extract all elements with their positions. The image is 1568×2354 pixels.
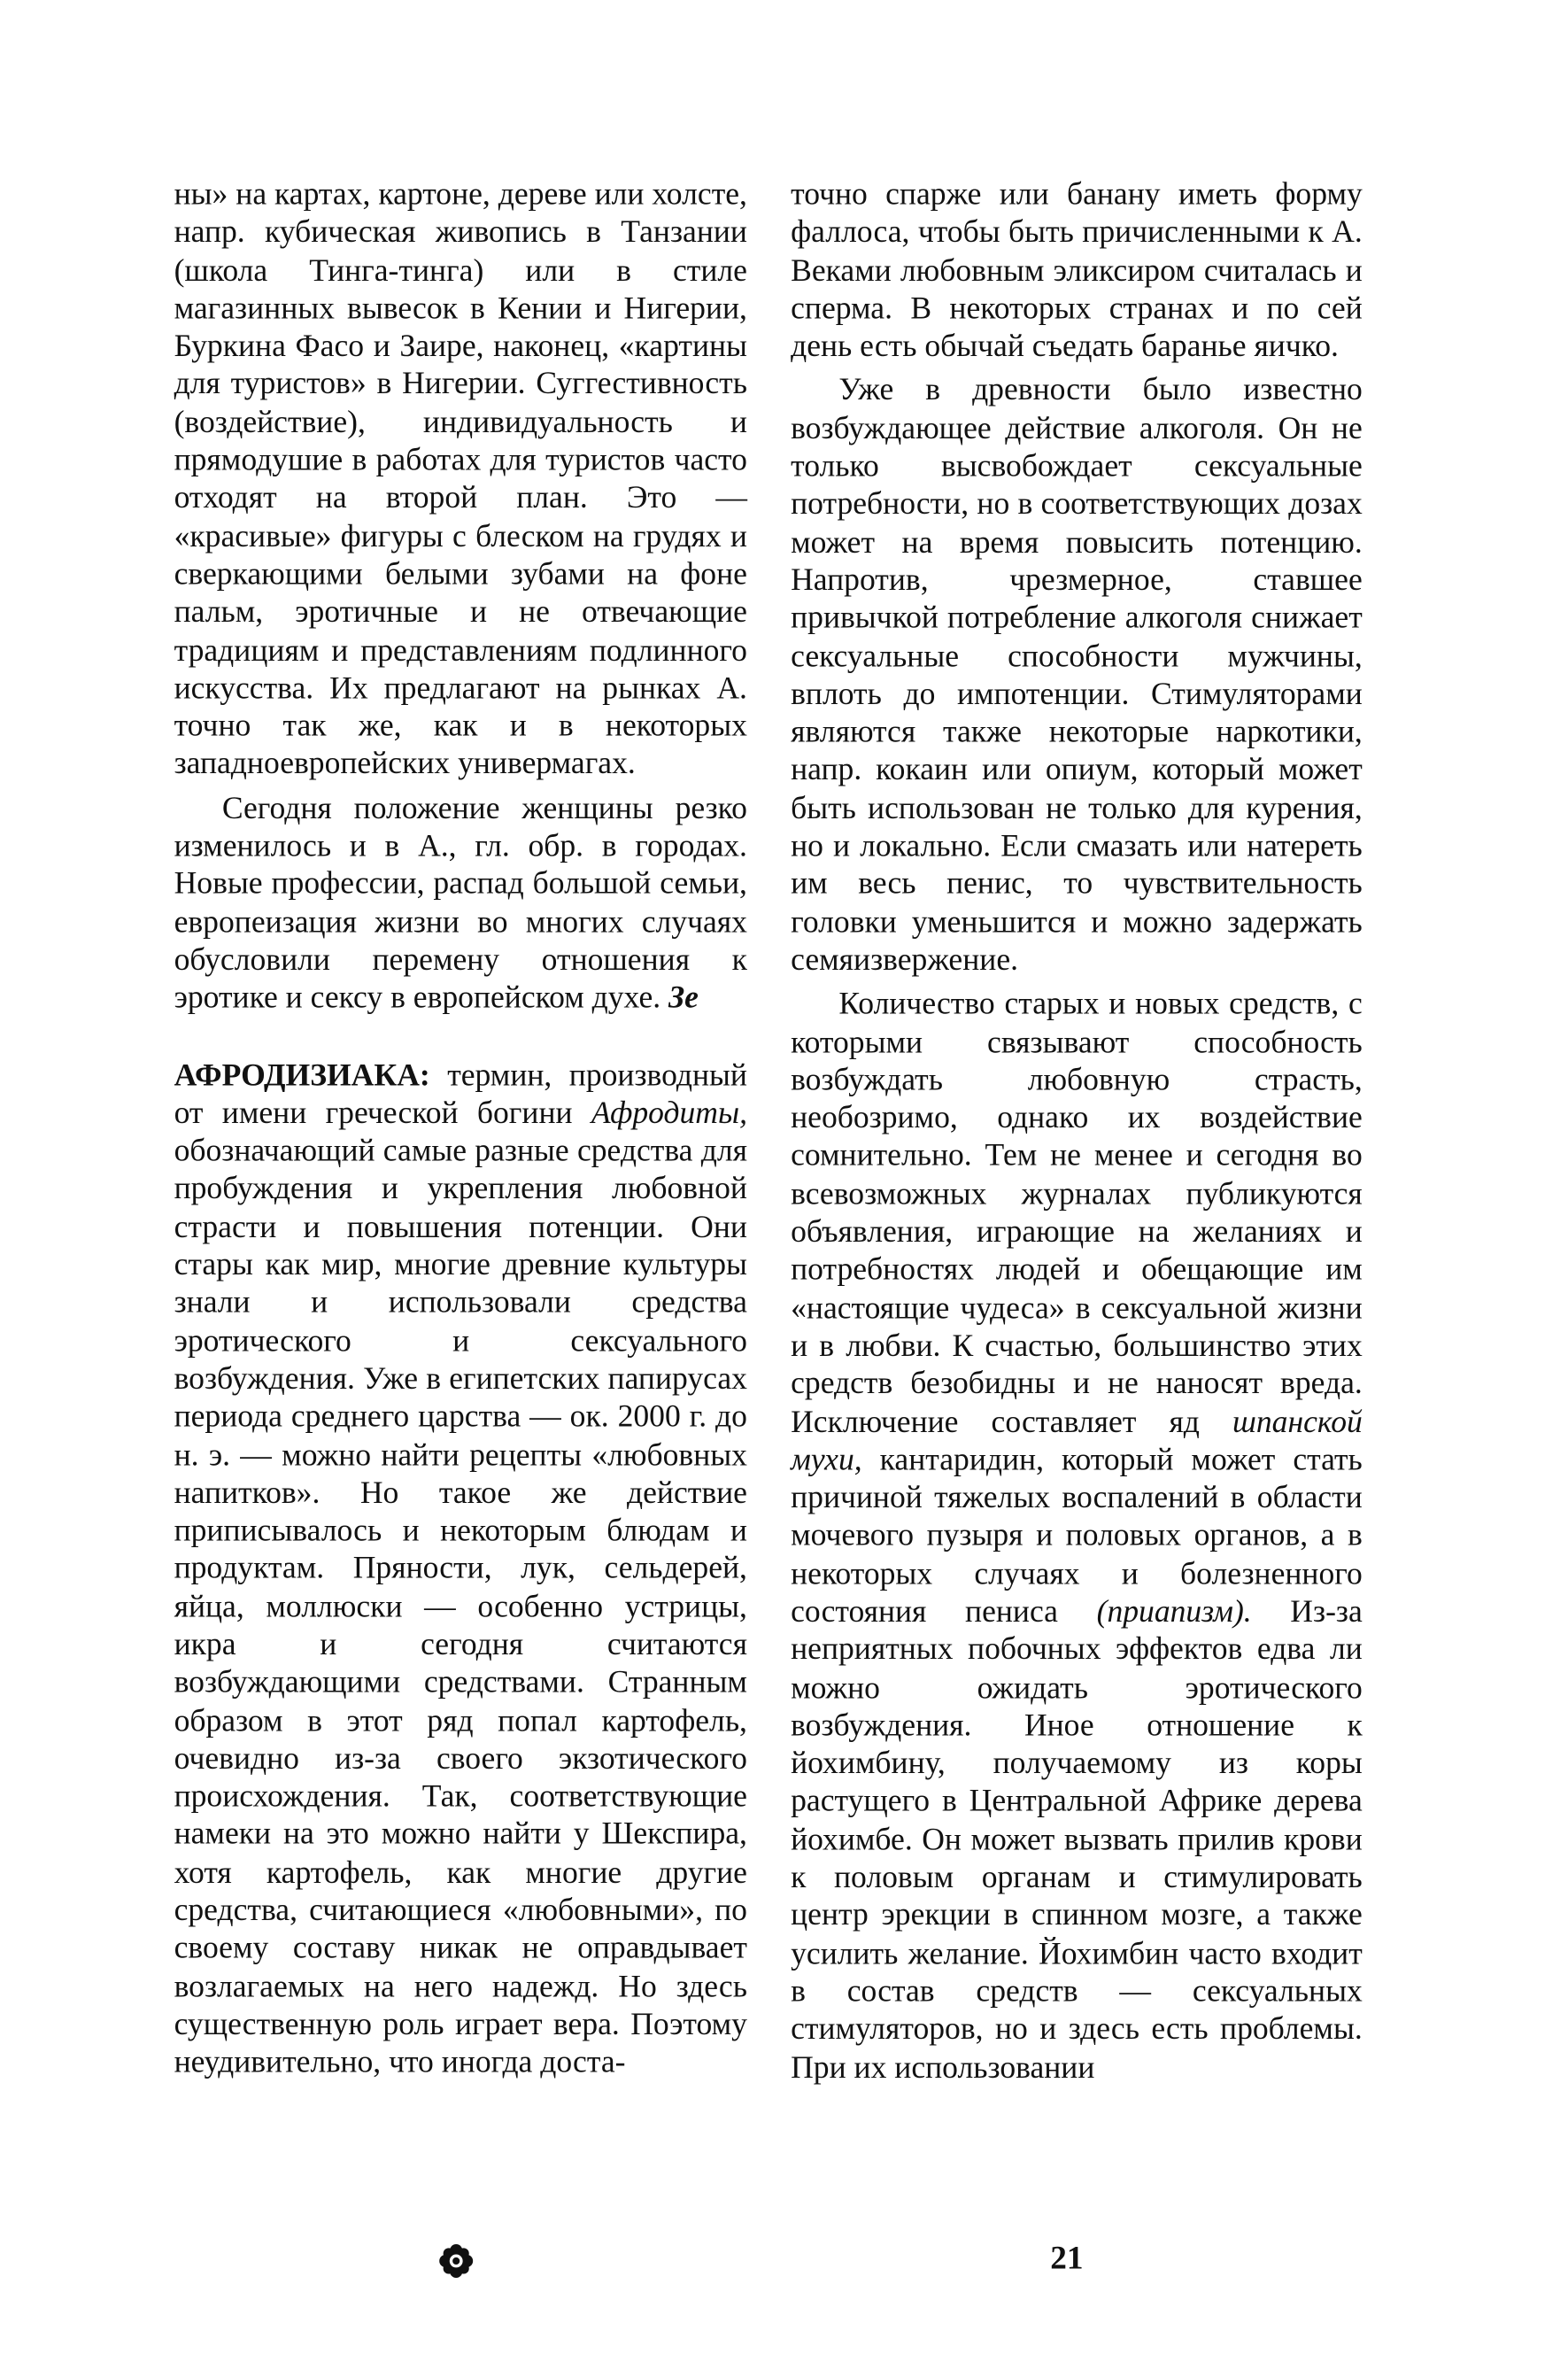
paragraph-alcohol xyxy=(791,372,1363,980)
page-number: 21 xyxy=(1050,2238,1084,2276)
flower-ornament-icon xyxy=(438,2243,475,2280)
cross-reference-priapism: (приапизм). xyxy=(1096,1592,1252,1630)
paragraph-text: кантаридин, который может стать причиной тяжелых воспалений в области мочевого пузыря и половых органов, а в некоторых случаях и болезненного состояния пениса xyxy=(791,1441,1363,1630)
paragraph-text: Из-за неприятных побочных эффектов едва ли можно ожидать эротического возбуждения. Иное отношение к йохимбину, получаемому из коры растущего в Центральной Африке дерева йохимбе. Он может вызвать прилив крови к половым органам и стимулировать центр эрекции в спинном мозге, а также усилить желание. Йохимбин часто входит в состав средств — сексуальных стимуляторов, но и здесь есть проблемы. При их использовании xyxy=(791,1592,1363,2085)
paragraph-remedies xyxy=(791,985,1363,2087)
cross-reference-spanish-fly: шпанской мухи, xyxy=(791,1403,1363,1477)
paragraph-continuation xyxy=(791,175,1363,365)
left-column xyxy=(174,175,747,2081)
paragraph-tourist-art xyxy=(174,175,747,783)
paragraph-text: Количество старых и новых средств, с которыми связывают способность возбуждать любовную страсть, необозримо, однако их воздействие сомнительно. Тем не менее и сегодня во всевозможных журналах публикуются объявления, играющие на желаниях и потребностях людей и обещающие им «настоящие чудеса» в сексуальной жизни и в любви. К счастью, большинство этих средств безобидны и не наносят вреда. Исключение составляет яд xyxy=(791,985,1363,1439)
paragraph-text: Сегодня положение женщины резко изменилось и в А., гл. обр. в городах. Новые профессии, распад большой семьи, европеизация жизни во многих случаях обусловили перемену отношения к эротике и сексу в европейском духе. xyxy=(174,789,747,1016)
author-initials: Зе xyxy=(668,979,699,1016)
paragraph-text: точно спарже или банану иметь форму фаллоса, чтобы быть причисленными к А. Веками любовным эликсиром считалась и сперма. В некоторых странах и по сей день есть обычай съедать баранье яичко. xyxy=(791,175,1363,364)
entry-text: обозначающий самые разные средства для пробуждения и укрепления любовной страсти и повышения потенции. Они стары как мир, многие древние культуры знали и использовали средства эротического и сексуального возбуждения. Уже в египетских папирусах периода среднего царства — ок. 2000 г. до н. э. — можно найти рецепты «любовных напитков». Но такое же действие приписывалось и некоторым блюдам и продуктам. Пряности, лук, сельдерей, яйца, моллюски — особенно устрицы, икра и сегодня считаются возбуждающими средствами. Странным образом в этот ряд попал картофель, очевидно из-за своего экзотического происхождения. Так, соответствующие намеки на это можно найти у Шекспира, хотя картофель, как многие другие средства, считающиеся «любовными», по своему составу никак не оправдывает возлагаемых на него надежд. Но здесь существенную роль играет вера. Поэтому неудивительно, что иногда доста- xyxy=(174,1132,747,2080)
paragraph-women-position xyxy=(174,789,747,1017)
entry-headword: АФРОДИЗИАКА: xyxy=(174,1056,430,1093)
entry-name-reference: Афродиты, xyxy=(591,1094,747,1131)
paragraph-text: ны» на картах, картоне, дереве или холсте, напр. кубическая живопись в Танзании (школа Тинга-тинга) или в стиле магазинных вывесок в Кении и Нигерии, Буркина Фасо и Заире, наконец, «картины для туристов» в Нигерии. Суггестивность (воздействие), индивидуальность и прямодушие в работах для туристов часто отходят на второй план. Это — «красивые» фигуры с блеском на грудях и сверкающими белыми зубами на фоне пальм, эротичные и не отвечающие традициям и представлениям подлинного искусства. Их предлагают на рынках А. точно так же, как и в некоторых западноевропейских универмагах. xyxy=(174,175,747,782)
entry-aphrodisiaca xyxy=(174,1057,747,2082)
right-column xyxy=(791,175,1363,2087)
entry-text: термин, производный от имени греческой богини xyxy=(174,1056,747,1131)
paragraph-text: Уже в древности было известно возбуждающее действие алкоголя. Он не только высвобождает сексуальные потребности, но в соответствующих дозах может на время повысить потенцию. Напротив, чрезмерное, ставшее привычкой потребление алкоголя снижает сексуальные способности мужчины, вплоть до импотенции. Стимуляторами являются также некоторые наркотики, напр. кокаин или опиум, который может быть использован не только для курения, но и локально. Если смазать или натереть им весь пенис, то чувствительность головки уменьшится и можно задержать семяизвержение. xyxy=(791,371,1363,978)
